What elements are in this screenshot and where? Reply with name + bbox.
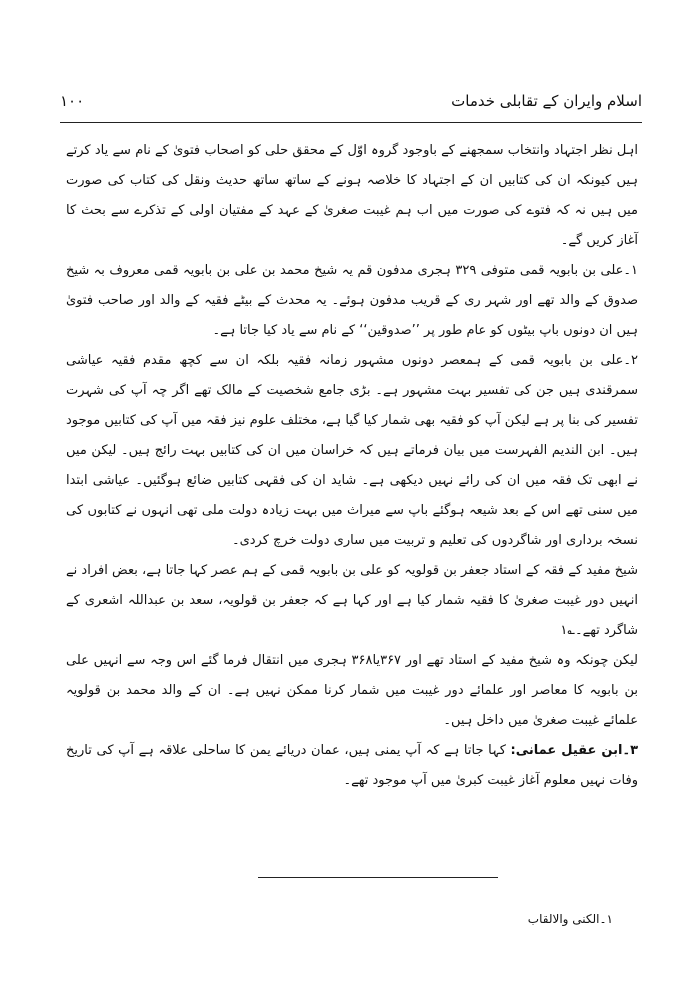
footnote-divider [258, 877, 498, 878]
running-title: اسلام وایران کے تقابلی خدمات [451, 92, 642, 110]
paragraph-ali-ibn-babawayh: ۱۔علی بن بابویہ قمی متوفی ۳۲۹ ہجری مدفون قم یہ شیخ محمد بن علی بن بابویہ قمی معروف بہ شیخ صدوق کے والد تھے اور شہر ری کے قریب مدفون ہوئے۔ یہ محدث کے بیٹے فقیہ کے والد اور صاحب فتویٰ ہیں ان دونوں باپ بیٹوں کو عام طور پر ’’صدوقین‘‘ کے نام سے یاد کیا جاتا ہے۔ [66, 263, 639, 338]
main-text [66, 136, 638, 796]
paragraph-ayyashi: ۲۔علی بن بابویہ قمی کے ہمعصر دونوں مشہور زمانہ فقیہ بلکہ ان سے کچھ مقدم فقیہ عیاشی سمرقندی ہیں جن کی تفسیر بہت مشہور ہے۔ بڑی جامع شخصیت کے مالک تھے اگر چہ آپ کی شہرت تفسیر کی بنا پر ہے لیکن آپ کو فقیہ بھی شمار کیا گیا ہے، مختلف علوم نیز فقہ میں آپ کی کتابیں موجود ہیں۔ ابن الندیم الفہرست میں بیان فرماتے ہیں کہ خراسان میں ان کی کتابیں بہت رائج ہیں۔ لیکن میں نے ابھی تک فقہ میں ان کی رائے نہیں دیکھی ہے۔ شاید ان کی فقہی کتابیں ضائع ہوگئیں۔ عیاشی ابتدا میں سنی تھے اس کے بعد شیعہ ہوگئے باپ سے میراث میں بہت زیادہ دولت ملی تھی انہوں نے کتابوں کی نسخہ برداری اور شاگردوں کی تعلیم و تربیت میں ساری دولت خرچ کردی۔ [66, 353, 638, 548]
ibn-aqil-heading: ۳۔ابن عقیل عمانی: [510, 743, 639, 758]
page-header [60, 90, 642, 118]
footnote: ۱۔الکنی والالقاب [527, 912, 613, 926]
paragraph-intro: اہل نظر اجتہاد وانتخاب سمجھنے کے باوجود گروہ اوّل کے محقق حلی کو اصحاب فتویٰ کے نام سے یاد کرتے ہیں کیونکہ ان کی کتابیں ان کے اجتہاد کا خلاصہ ہونے کے ساتھ ساتھ حدیث ونقل کی کتاب کی صورت میں ہیں نہ کہ فتوے کی صورت میں اب ہم غیبت صغریٰ کے عہد کے مفتیان اولی کے تذکرے سے بحث کا آغاز کریں گے۔ [66, 143, 638, 248]
header-divider [60, 122, 642, 123]
page-number: ۱۰۰ [60, 92, 85, 110]
paragraph-contemporaries: لیکن چونکہ وہ شیخ مفید کے استاد تھے اور ۳۶۷یا۳۶۸ ہجری میں انتقال فرما گئے اس وجہ سے انہیں علی بن بابویہ کا معاصر اور علمائے دور غیبت میں شمار کرنا ممکن نہیں ہے۔ ان کے والد محمد بن قولویہ علمائے غیبت صغریٰ میں داخل ہیں۔ [66, 653, 638, 728]
ibn-aqil-text: کہا جاتا ہے کہ آپ یمنی ہیں، عمان دریائے یمن کا ساحلی علاقہ ہے آپ کی تاریخ وفات نہیں معلوم آغاز غیبت کبریٰ میں آپ موجود تھے۔ [66, 743, 638, 788]
paragraph-jafar-ibn-qulawayh: شیخ مفید کے فقہ کے استاد جعفر بن قولویہ کو علی بن بابویہ قمی کے ہم عصر کہا جاتا ہے، بعض افراد نے انہیں دور غیبت صغریٰ کا فقیہ شمار کیا ہے اور کہا ہے کہ جعفر بن قولویہ، سعد بن عبداللہ اشعری کے شاگرد تھے۔؎۱ [66, 563, 638, 638]
paragraph-ibn-aqil [66, 736, 638, 796]
